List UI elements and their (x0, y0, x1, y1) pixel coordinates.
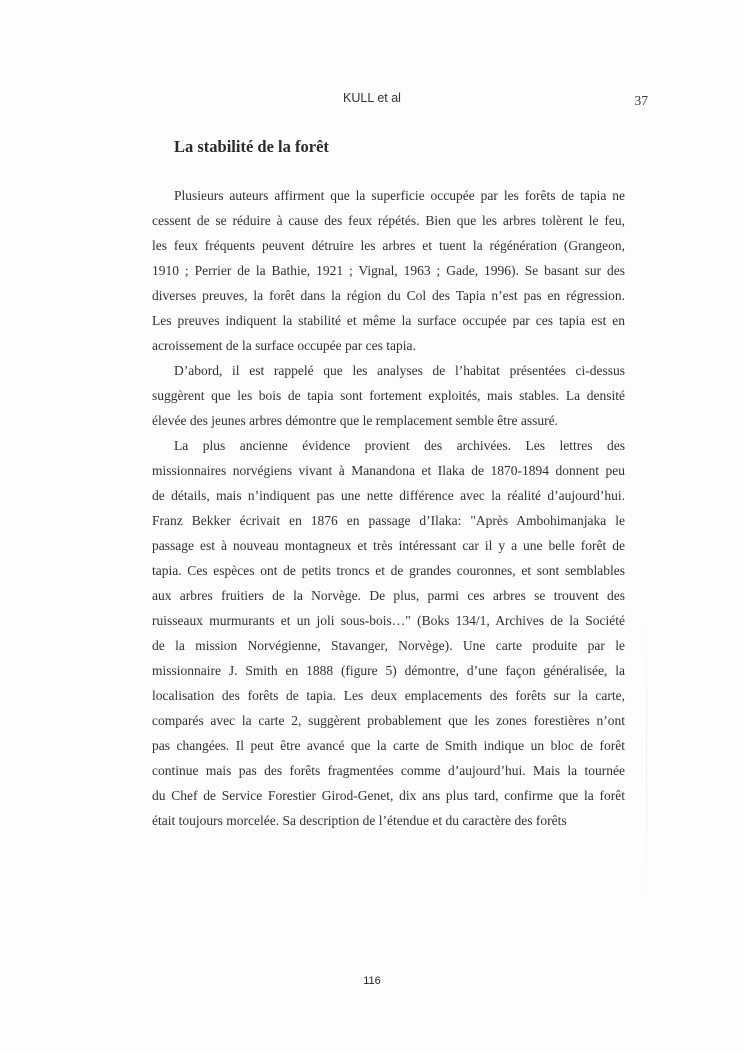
footer-page-number: 116 (363, 975, 381, 987)
running-head: KULL et al (343, 91, 401, 105)
body-line: cessent de se réduire à cause des feux répétés. Bien que les arbres tolèrent le feu, (152, 213, 625, 228)
body-line: 1910 ; Perrier de la Bathie, 1921 ; Vignal, 1963 ; Gade, 1996). Se basant sur des (152, 263, 625, 278)
body-line: était toujours morcelée. Sa description de l’étendue et du caractère des forêts (152, 813, 567, 828)
body-line: diverses preuves, la forêt dans la région du Col des Tapia n’est pas en régression. (152, 288, 625, 303)
body-line: pas changées. Il peut être avancé que la carte de Smith indique un bloc de forêt (152, 738, 625, 753)
body-line: tapia. Ces espèces ont de petits troncs et de grandes couronnes, et sont semblables (152, 563, 625, 578)
body-line: aux arbres fruitiers de la Norvège. De plus, parmi ces arbres se trouvent des (152, 588, 625, 603)
body-line: de détails, mais n’indiquent pas une nette différence avec la réalité d’aujourd’hui. (152, 488, 625, 503)
body-line: Les preuves indiquent la stabilité et même la surface occupée par ces tapia est en (152, 313, 625, 328)
body-line: missionnaires norvégiens vivant à Manandona et Ilaka de 1870-1894 donnent peu (152, 463, 625, 478)
scan-shadow-edge (646, 600, 647, 920)
body-line: acroissement de la surface occupée par ces tapia. (152, 338, 416, 353)
body-line: de la mission Norvégienne, Stavanger, Norvège). Une carte produite par le (152, 638, 625, 653)
body-line: les feux fréquents peuvent détruire les arbres et tuent la régénération (Grangeon, (152, 238, 625, 253)
original-page-number: 37 (634, 93, 648, 108)
body-line: localisation des forêts de tapia. Les deux emplacements des forêts sur la carte, (152, 688, 625, 703)
body-line: D’abord, il est rappelé que les analyses de l’habitat présentées ci-dessus (174, 363, 625, 378)
body-line: Plusieurs auteurs affirment que la superficie occupée par les forêts de tapia ne (174, 188, 625, 203)
body-line: élevée des jeunes arbres démontre que le remplacement semble être assuré. (152, 413, 558, 428)
body-line: du Chef de Service Forestier Girod-Genet, dix ans plus tard, confirme que la forêt (152, 788, 625, 803)
section-title: La stabilité de la forêt (174, 137, 329, 156)
body-line: missionnaire J. Smith en 1888 (figure 5) démontre, d’une façon généralisée, la (152, 663, 625, 678)
body-line: La plus ancienne évidence provient des archivées. Les lettres des (174, 438, 625, 453)
body-line: comparés avec la carte 2, suggèrent probablement que les zones forestières n’ont (152, 713, 625, 728)
body-line: Franz Bekker écrivait en 1876 en passage d’Ilaka: "Après Ambohimanjaka le (152, 513, 625, 528)
body-line: passage est à nouveau montagneux et très intéressant car il y a une belle forêt de (152, 538, 625, 553)
body-line: ruisseaux murmurants et un joli sous-bois…" (Boks 134/1, Archives de la Société (152, 613, 625, 628)
body-line: suggèrent que les bois de tapia sont fortement exploités, mais stables. La densité (152, 388, 625, 403)
body-line: continue mais pas des forêts fragmentées comme d’aujourd’hui. Mais la tournée (152, 763, 625, 778)
